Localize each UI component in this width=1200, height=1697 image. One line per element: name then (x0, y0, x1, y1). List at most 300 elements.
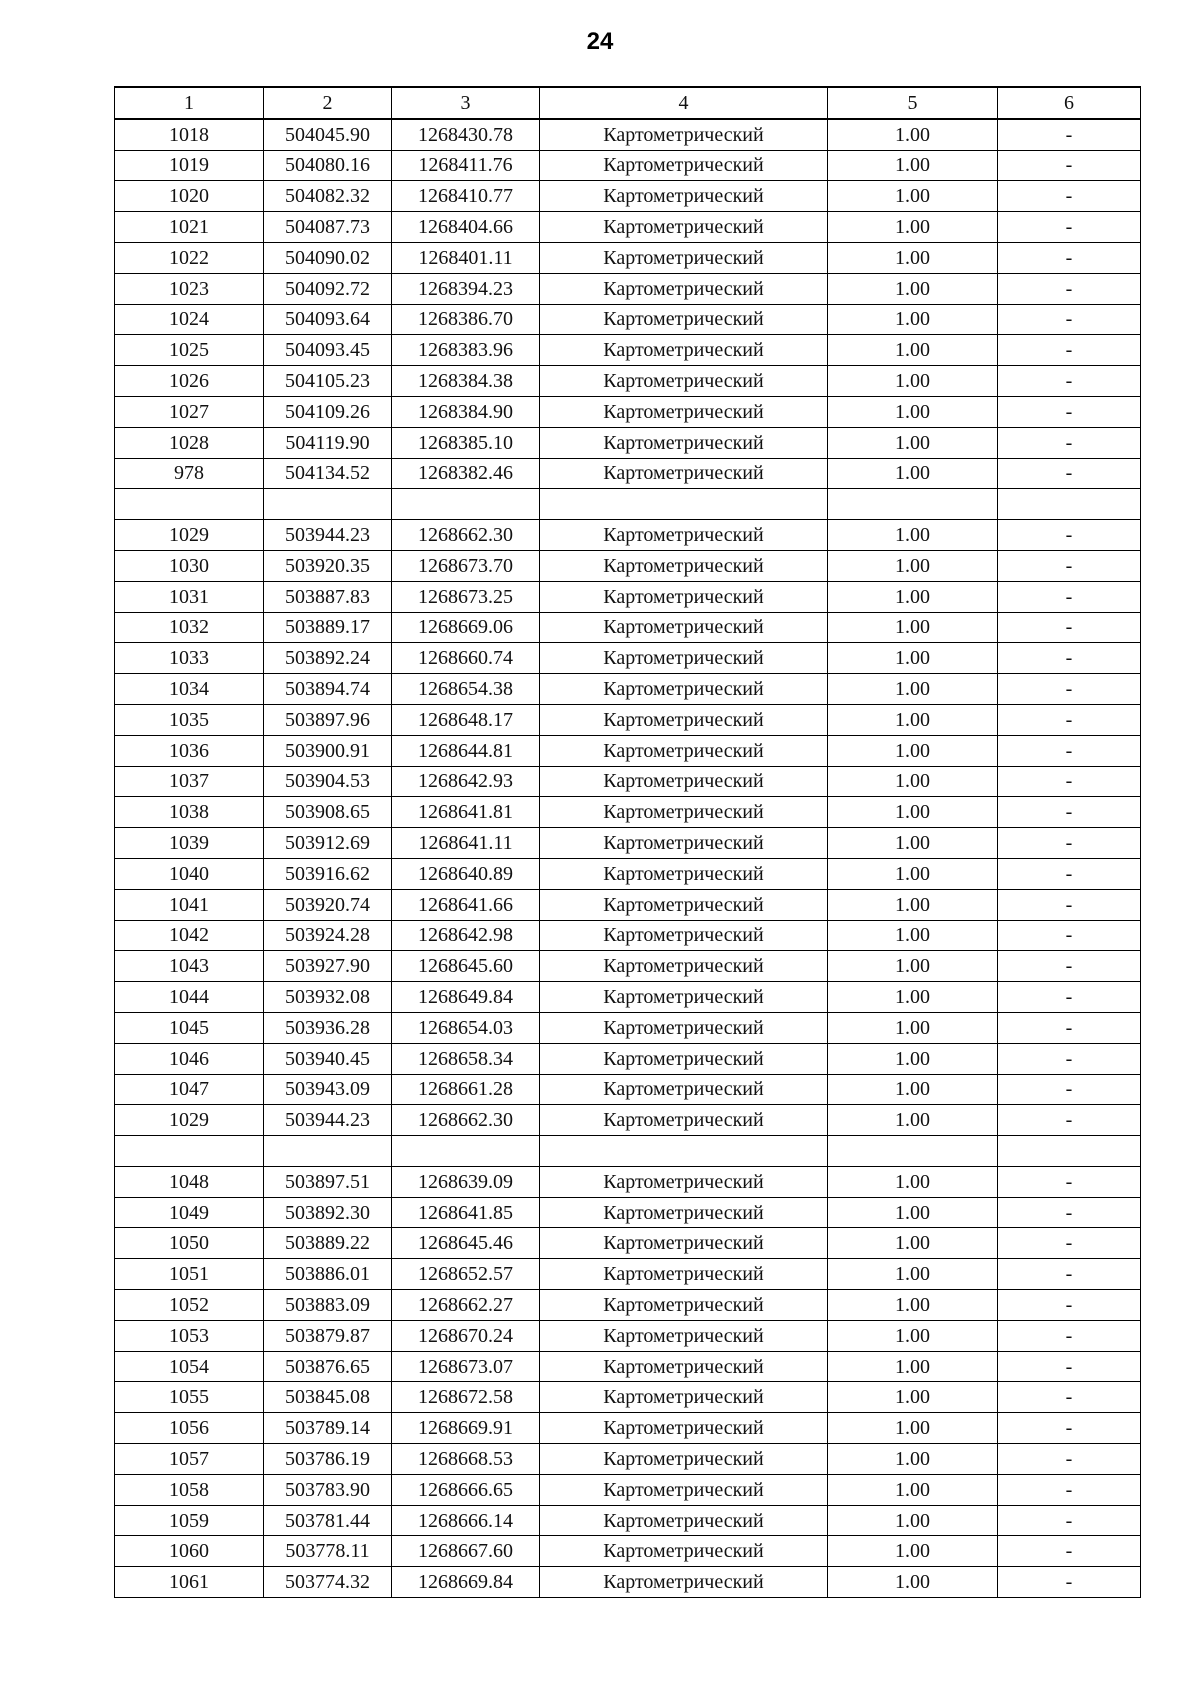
method-cell: Картометрический (540, 1043, 828, 1074)
table-row (115, 643, 1141, 674)
remark-cell: - (998, 458, 1141, 489)
remark-cell: - (998, 273, 1141, 304)
method-cell: Картометрический (540, 1567, 828, 1598)
y-coordinate-cell: 1268666.65 (392, 1474, 540, 1505)
y-coordinate-cell: 1268673.25 (392, 581, 540, 612)
x-coordinate-cell: 503912.69 (264, 828, 392, 859)
remark-cell: - (998, 1444, 1141, 1475)
remark-cell: - (998, 1166, 1141, 1197)
point-number-cell: 978 (115, 458, 264, 489)
table-row (115, 242, 1141, 273)
point-number-cell: 1034 (115, 674, 264, 705)
remark-cell: - (998, 1382, 1141, 1413)
remark-cell: - (998, 1197, 1141, 1228)
x-coordinate-cell: 503900.91 (264, 735, 392, 766)
method-cell: Картометрический (540, 982, 828, 1013)
accuracy-cell: 1.00 (828, 396, 998, 427)
y-coordinate-cell: 1268641.11 (392, 828, 540, 859)
method-cell: Картометрический (540, 1536, 828, 1567)
method-cell: Картометрический (540, 674, 828, 705)
page-number: 24 (586, 28, 614, 55)
accuracy-cell: 1.00 (828, 1567, 998, 1598)
remark-cell: - (998, 396, 1141, 427)
table-row (115, 273, 1141, 304)
y-coordinate-cell: 1268642.98 (392, 920, 540, 951)
method-cell: Картометрический (540, 212, 828, 243)
method-cell: Картометрический (540, 735, 828, 766)
x-coordinate-cell: 503886.01 (264, 1259, 392, 1290)
accuracy-cell: 1.00 (828, 119, 998, 150)
x-coordinate-cell: 504082.32 (264, 181, 392, 212)
x-coordinate-cell: 504119.90 (264, 427, 392, 458)
method-cell: Картометрический (540, 1290, 828, 1321)
accuracy-cell: 1.00 (828, 1259, 998, 1290)
method-cell: Картометрический (540, 273, 828, 304)
remark-cell: - (998, 242, 1141, 273)
table-row (115, 1074, 1141, 1105)
method-cell: Картометрический (540, 366, 828, 397)
x-coordinate-cell: 503892.24 (264, 643, 392, 674)
x-coordinate-cell (264, 489, 392, 520)
accuracy-cell: 1.00 (828, 181, 998, 212)
point-number-cell: 1025 (115, 335, 264, 366)
remark-cell: - (998, 1259, 1141, 1290)
y-coordinate-cell: 1268404.66 (392, 212, 540, 243)
remark-cell: - (998, 520, 1141, 551)
y-coordinate-cell (392, 1136, 540, 1167)
table-row (115, 889, 1141, 920)
x-coordinate-cell: 503786.19 (264, 1444, 392, 1475)
table-row (115, 858, 1141, 889)
y-coordinate-cell: 1268384.90 (392, 396, 540, 427)
x-coordinate-cell: 503774.32 (264, 1567, 392, 1598)
point-number-cell: 1026 (115, 366, 264, 397)
coordinates-table (114, 86, 1141, 1598)
point-number-cell: 1061 (115, 1567, 264, 1598)
point-number-cell: 1058 (115, 1474, 264, 1505)
table-row (115, 427, 1141, 458)
accuracy-cell: 1.00 (828, 674, 998, 705)
table-row (115, 1382, 1141, 1413)
remark-cell: - (998, 1012, 1141, 1043)
y-coordinate-cell: 1268401.11 (392, 242, 540, 273)
table-row (115, 1444, 1141, 1475)
y-coordinate-cell: 1268673.70 (392, 550, 540, 581)
remark-cell: - (998, 1536, 1141, 1567)
x-coordinate-cell: 503904.53 (264, 766, 392, 797)
accuracy-cell: 1.00 (828, 150, 998, 181)
table-row (115, 212, 1141, 243)
y-coordinate-cell (392, 489, 540, 520)
table-row (115, 674, 1141, 705)
y-coordinate-cell: 1268641.66 (392, 889, 540, 920)
x-coordinate-cell (264, 1136, 392, 1167)
remark-cell: - (998, 1351, 1141, 1382)
y-coordinate-cell: 1268654.38 (392, 674, 540, 705)
table-row (115, 366, 1141, 397)
method-cell: Картометрический (540, 581, 828, 612)
table-row (115, 119, 1141, 150)
remark-cell: - (998, 335, 1141, 366)
table-row (115, 396, 1141, 427)
x-coordinate-cell: 503783.90 (264, 1474, 392, 1505)
remark-cell: - (998, 858, 1141, 889)
y-coordinate-cell: 1268670.24 (392, 1320, 540, 1351)
x-coordinate-cell: 503789.14 (264, 1413, 392, 1444)
point-number-cell: 1059 (115, 1505, 264, 1536)
table-row (115, 1043, 1141, 1074)
x-coordinate-cell: 503944.23 (264, 520, 392, 551)
accuracy-cell: 1.00 (828, 304, 998, 335)
remark-cell: - (998, 212, 1141, 243)
method-cell: Картометрический (540, 119, 828, 150)
remark-cell: - (998, 150, 1141, 181)
table-row (115, 1197, 1141, 1228)
accuracy-cell: 1.00 (828, 858, 998, 889)
point-number-cell: 1018 (115, 119, 264, 150)
table-row (115, 1290, 1141, 1321)
table-row (115, 150, 1141, 181)
remark-cell: - (998, 1074, 1141, 1105)
x-coordinate-cell: 503889.22 (264, 1228, 392, 1259)
x-coordinate-cell: 504092.72 (264, 273, 392, 304)
point-number-cell: 1035 (115, 704, 264, 735)
method-cell: Картометрический (540, 520, 828, 551)
y-coordinate-cell: 1268661.28 (392, 1074, 540, 1105)
table-row (115, 581, 1141, 612)
point-number-cell: 1021 (115, 212, 264, 243)
remark-cell: - (998, 1228, 1141, 1259)
column-header: 4 (540, 87, 828, 119)
accuracy-cell: 1.00 (828, 1444, 998, 1475)
method-cell: Картометрический (540, 1320, 828, 1351)
method-cell: Картометрический (540, 704, 828, 735)
method-cell: Картометрический (540, 396, 828, 427)
remark-cell: - (998, 1320, 1141, 1351)
y-coordinate-cell: 1268662.27 (392, 1290, 540, 1321)
x-coordinate-cell: 503916.62 (264, 858, 392, 889)
x-coordinate-cell: 503943.09 (264, 1074, 392, 1105)
accuracy-cell: 1.00 (828, 1505, 998, 1536)
accuracy-cell: 1.00 (828, 273, 998, 304)
point-number-cell: 1038 (115, 797, 264, 828)
remark-cell: - (998, 550, 1141, 581)
accuracy-cell: 1.00 (828, 1166, 998, 1197)
column-header: 5 (828, 87, 998, 119)
remark-cell: - (998, 1474, 1141, 1505)
point-number-cell: 1030 (115, 550, 264, 581)
point-number-cell: 1043 (115, 951, 264, 982)
method-cell: Картометрический (540, 1105, 828, 1136)
y-coordinate-cell: 1268667.60 (392, 1536, 540, 1567)
x-coordinate-cell: 503940.45 (264, 1043, 392, 1074)
accuracy-cell: 1.00 (828, 1012, 998, 1043)
x-coordinate-cell: 503920.74 (264, 889, 392, 920)
x-coordinate-cell: 503889.17 (264, 612, 392, 643)
x-coordinate-cell: 504093.45 (264, 335, 392, 366)
table-row (115, 982, 1141, 1013)
method-cell: Картометрический (540, 828, 828, 859)
accuracy-cell: 1.00 (828, 951, 998, 982)
method-cell: Картометрический (540, 643, 828, 674)
method-cell: Картометрический (540, 181, 828, 212)
accuracy-cell: 1.00 (828, 643, 998, 674)
remark-cell: - (998, 181, 1141, 212)
table-row (115, 1536, 1141, 1567)
accuracy-cell (828, 1136, 998, 1167)
method-cell: Картометрический (540, 150, 828, 181)
accuracy-cell: 1.00 (828, 1382, 998, 1413)
y-coordinate-cell: 1268382.46 (392, 458, 540, 489)
remark-cell: - (998, 674, 1141, 705)
accuracy-cell: 1.00 (828, 427, 998, 458)
point-number-cell: 1039 (115, 828, 264, 859)
remark-cell: - (998, 1043, 1141, 1074)
table-row (115, 920, 1141, 951)
remark-cell: - (998, 1567, 1141, 1598)
table-row (115, 1474, 1141, 1505)
accuracy-cell: 1.00 (828, 1290, 998, 1321)
accuracy-cell: 1.00 (828, 1320, 998, 1351)
y-coordinate-cell: 1268645.46 (392, 1228, 540, 1259)
table-row (115, 1105, 1141, 1136)
x-coordinate-cell: 504080.16 (264, 150, 392, 181)
x-coordinate-cell: 503781.44 (264, 1505, 392, 1536)
point-number-cell: 1032 (115, 612, 264, 643)
point-number-cell: 1037 (115, 766, 264, 797)
remark-cell: - (998, 982, 1141, 1013)
x-coordinate-cell: 503778.11 (264, 1536, 392, 1567)
table-row (115, 335, 1141, 366)
x-coordinate-cell: 503845.08 (264, 1382, 392, 1413)
accuracy-cell: 1.00 (828, 550, 998, 581)
x-coordinate-cell: 504134.52 (264, 458, 392, 489)
remark-cell: - (998, 735, 1141, 766)
accuracy-cell: 1.00 (828, 1197, 998, 1228)
remark-cell (998, 489, 1141, 520)
y-coordinate-cell: 1268669.06 (392, 612, 540, 643)
point-number-cell: 1050 (115, 1228, 264, 1259)
x-coordinate-cell: 503944.23 (264, 1105, 392, 1136)
point-number-cell: 1019 (115, 150, 264, 181)
y-coordinate-cell: 1268672.58 (392, 1382, 540, 1413)
accuracy-cell: 1.00 (828, 458, 998, 489)
remark-cell: - (998, 766, 1141, 797)
y-coordinate-cell: 1268644.81 (392, 735, 540, 766)
point-number-cell: 1055 (115, 1382, 264, 1413)
y-coordinate-cell: 1268666.14 (392, 1505, 540, 1536)
x-coordinate-cell: 504090.02 (264, 242, 392, 273)
method-cell: Картометрический (540, 1413, 828, 1444)
accuracy-cell: 1.00 (828, 766, 998, 797)
accuracy-cell: 1.00 (828, 1105, 998, 1136)
x-coordinate-cell: 504109.26 (264, 396, 392, 427)
x-coordinate-cell: 503883.09 (264, 1290, 392, 1321)
x-coordinate-cell: 503876.65 (264, 1351, 392, 1382)
method-cell: Картометрический (540, 1351, 828, 1382)
method-cell: Картометрический (540, 1228, 828, 1259)
table-row (115, 704, 1141, 735)
method-cell: Картометрический (540, 858, 828, 889)
method-cell: Картометрический (540, 550, 828, 581)
accuracy-cell: 1.00 (828, 982, 998, 1013)
method-cell: Картометрический (540, 889, 828, 920)
table-row (115, 1505, 1141, 1536)
y-coordinate-cell: 1268673.07 (392, 1351, 540, 1382)
y-coordinate-cell: 1268641.85 (392, 1197, 540, 1228)
remark-cell: - (998, 427, 1141, 458)
x-coordinate-cell: 503927.90 (264, 951, 392, 982)
separator-row (115, 489, 1141, 520)
point-number-cell: 1029 (115, 1105, 264, 1136)
remark-cell: - (998, 612, 1141, 643)
y-coordinate-cell: 1268639.09 (392, 1166, 540, 1197)
method-cell: Картометрический (540, 1474, 828, 1505)
method-cell: Картометрический (540, 1444, 828, 1475)
x-coordinate-cell: 503897.96 (264, 704, 392, 735)
accuracy-cell: 1.00 (828, 1351, 998, 1382)
remark-cell: - (998, 366, 1141, 397)
point-number-cell: 1028 (115, 427, 264, 458)
point-number-cell: 1042 (115, 920, 264, 951)
method-cell (540, 489, 828, 520)
method-cell: Картометрический (540, 1197, 828, 1228)
y-coordinate-cell: 1268652.57 (392, 1259, 540, 1290)
point-number-cell: 1052 (115, 1290, 264, 1321)
method-cell: Картометрический (540, 458, 828, 489)
remark-cell: - (998, 797, 1141, 828)
table-row (115, 304, 1141, 335)
x-coordinate-cell: 503879.87 (264, 1320, 392, 1351)
y-coordinate-cell: 1268642.93 (392, 766, 540, 797)
x-coordinate-cell: 504045.90 (264, 119, 392, 150)
remark-cell: - (998, 889, 1141, 920)
accuracy-cell: 1.00 (828, 520, 998, 551)
y-coordinate-cell: 1268641.81 (392, 797, 540, 828)
table-row (115, 1351, 1141, 1382)
accuracy-cell: 1.00 (828, 335, 998, 366)
y-coordinate-cell: 1268411.76 (392, 150, 540, 181)
accuracy-cell: 1.00 (828, 735, 998, 766)
accuracy-cell: 1.00 (828, 1413, 998, 1444)
x-coordinate-cell: 503887.83 (264, 581, 392, 612)
point-number-cell: 1031 (115, 581, 264, 612)
point-number-cell: 1057 (115, 1444, 264, 1475)
point-number-cell: 1056 (115, 1413, 264, 1444)
accuracy-cell: 1.00 (828, 797, 998, 828)
point-number-cell: 1046 (115, 1043, 264, 1074)
remark-cell (998, 1136, 1141, 1167)
table-header-row (115, 87, 1141, 119)
y-coordinate-cell: 1268669.84 (392, 1567, 540, 1598)
y-coordinate-cell: 1268410.77 (392, 181, 540, 212)
y-coordinate-cell: 1268384.38 (392, 366, 540, 397)
table-row (115, 520, 1141, 551)
method-cell: Картометрический (540, 1074, 828, 1105)
x-coordinate-cell: 503892.30 (264, 1197, 392, 1228)
point-number-cell: 1041 (115, 889, 264, 920)
point-number-cell: 1036 (115, 735, 264, 766)
accuracy-cell (828, 489, 998, 520)
remark-cell: - (998, 951, 1141, 982)
table-row (115, 1259, 1141, 1290)
y-coordinate-cell: 1268385.10 (392, 427, 540, 458)
table-row (115, 181, 1141, 212)
y-coordinate-cell: 1268660.74 (392, 643, 540, 674)
remark-cell: - (998, 1505, 1141, 1536)
x-coordinate-cell: 503894.74 (264, 674, 392, 705)
column-header: 6 (998, 87, 1141, 119)
table-body (115, 119, 1141, 1598)
point-number-cell: 1049 (115, 1197, 264, 1228)
table-row (115, 1012, 1141, 1043)
accuracy-cell: 1.00 (828, 212, 998, 243)
y-coordinate-cell: 1268668.53 (392, 1444, 540, 1475)
method-cell: Картометрический (540, 427, 828, 458)
table-row (115, 1413, 1141, 1444)
separator-row (115, 1136, 1141, 1167)
remark-cell: - (998, 119, 1141, 150)
table-row (115, 1567, 1141, 1598)
accuracy-cell: 1.00 (828, 704, 998, 735)
accuracy-cell: 1.00 (828, 581, 998, 612)
x-coordinate-cell: 504105.23 (264, 366, 392, 397)
accuracy-cell: 1.00 (828, 828, 998, 859)
remark-cell: - (998, 581, 1141, 612)
table-row (115, 1166, 1141, 1197)
accuracy-cell: 1.00 (828, 1074, 998, 1105)
point-number-cell (115, 1136, 264, 1167)
point-number-cell: 1060 (115, 1536, 264, 1567)
y-coordinate-cell: 1268654.03 (392, 1012, 540, 1043)
table-row (115, 828, 1141, 859)
point-number-cell: 1045 (115, 1012, 264, 1043)
method-cell: Картометрический (540, 612, 828, 643)
y-coordinate-cell: 1268394.23 (392, 273, 540, 304)
y-coordinate-cell: 1268430.78 (392, 119, 540, 150)
method-cell (540, 1136, 828, 1167)
point-number-cell: 1023 (115, 273, 264, 304)
y-coordinate-cell: 1268648.17 (392, 704, 540, 735)
point-number-cell: 1029 (115, 520, 264, 551)
method-cell: Картометрический (540, 1382, 828, 1413)
point-number-cell: 1048 (115, 1166, 264, 1197)
accuracy-cell: 1.00 (828, 1474, 998, 1505)
column-header: 2 (264, 87, 392, 119)
point-number-cell: 1040 (115, 858, 264, 889)
table-row (115, 1228, 1141, 1259)
y-coordinate-cell: 1268662.30 (392, 520, 540, 551)
accuracy-cell: 1.00 (828, 242, 998, 273)
x-coordinate-cell: 503920.35 (264, 550, 392, 581)
accuracy-cell: 1.00 (828, 612, 998, 643)
y-coordinate-cell: 1268662.30 (392, 1105, 540, 1136)
y-coordinate-cell: 1268658.34 (392, 1043, 540, 1074)
x-coordinate-cell: 503908.65 (264, 797, 392, 828)
x-coordinate-cell: 503897.51 (264, 1166, 392, 1197)
table-row (115, 612, 1141, 643)
method-cell: Картометрический (540, 766, 828, 797)
point-number-cell (115, 489, 264, 520)
column-header: 3 (392, 87, 540, 119)
point-number-cell: 1053 (115, 1320, 264, 1351)
table-row (115, 951, 1141, 982)
table-row (115, 797, 1141, 828)
method-cell: Картометрический (540, 242, 828, 273)
x-coordinate-cell: 504087.73 (264, 212, 392, 243)
remark-cell: - (998, 1290, 1141, 1321)
accuracy-cell: 1.00 (828, 1043, 998, 1074)
